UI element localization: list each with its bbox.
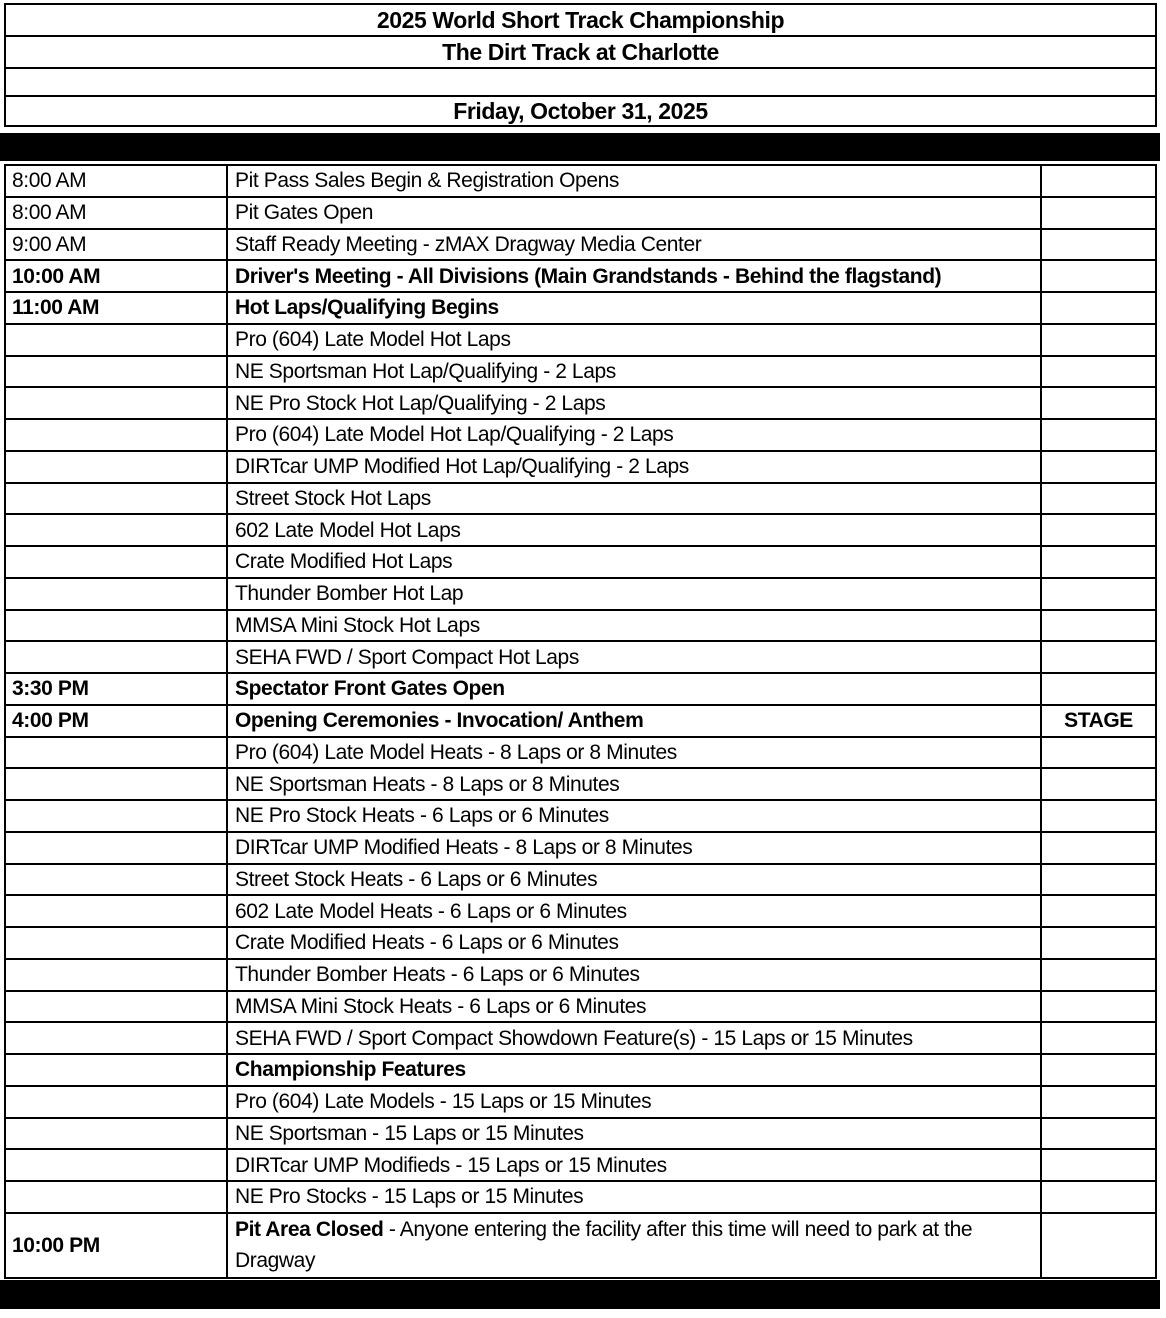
location-cell [1042,420,1155,450]
location-cell [1042,801,1155,831]
event-cell: Pit Area Closed - Anyone entering the facility after this time will need to park at the Dragway [228,1214,1042,1277]
time-cell [6,357,228,387]
location-cell [1042,769,1155,799]
table-row [6,452,1155,484]
location-cell [1042,166,1155,196]
event-cell: MMSA Mini Stock Hot Laps [228,611,1042,641]
location-cell [1042,261,1155,291]
table-row [6,1182,1155,1214]
event-cell: Pit Pass Sales Begin & Registration Opens [228,166,1042,196]
time-cell: 4:00 PM [6,706,228,736]
location-cell [1042,484,1155,514]
time-cell [6,1182,228,1212]
event-cell: Opening Ceremonies - Invocation/ Anthem [228,706,1042,736]
time-cell [6,738,228,768]
event-cell: NE Sportsman - 15 Laps or 15 Minutes [228,1119,1042,1149]
time-cell [6,992,228,1022]
time-cell [6,801,228,831]
table-row [6,992,1155,1024]
location-cell [1042,325,1155,355]
table-row [6,579,1155,611]
location-cell [1042,1150,1155,1180]
event-cell: Spectator Front Gates Open [228,674,1042,704]
table-row [6,642,1155,674]
event-date: Friday, October 31, 2025 [6,95,1155,125]
time-cell: 10:00 PM [6,1214,228,1277]
event-cell: Pro (604) Late Models - 15 Laps or 15 Minutes [228,1087,1042,1117]
location-cell [1042,992,1155,1022]
event-cell: Street Stock Hot Laps [228,484,1042,514]
table-row [6,1055,1155,1087]
schedule-table [4,164,1157,1279]
table-row [6,833,1155,865]
location-cell [1042,198,1155,228]
event-cell: Pro (604) Late Model Heats - 8 Laps or 8 Minutes [228,738,1042,768]
time-cell [6,547,228,577]
location-cell [1042,642,1155,672]
location-cell [1042,1023,1155,1053]
event-cell: NE Sportsman Heats - 8 Laps or 8 Minutes [228,769,1042,799]
event-cell: Pro (604) Late Model Hot Laps [228,325,1042,355]
time-cell [6,1119,228,1149]
page-title: 2025 World Short Track Championship [376,6,785,33]
location-cell [1042,960,1155,990]
location-cell [1042,896,1155,926]
time-cell [6,1087,228,1117]
event-cell: NE Pro Stock Heats - 6 Laps or 6 Minutes [228,801,1042,831]
time-cell [6,642,228,672]
event-cell: NE Pro Stock Hot Lap/Qualifying - 2 Laps [228,388,1042,418]
table-row [6,1214,1155,1277]
table-row [6,865,1155,897]
event-cell: SEHA FWD / Sport Compact Showdown Feature(s) - 15 Laps or 15 Minutes [228,1023,1042,1053]
event-cell: Street Stock Heats - 6 Laps or 6 Minutes [228,865,1042,895]
table-row [6,769,1155,801]
location-cell [1042,293,1155,323]
location-cell [1042,1182,1155,1212]
event-cell: Crate Modified Heats - 6 Laps or 6 Minutes [228,928,1042,958]
table-row [6,1150,1155,1182]
table-row [6,801,1155,833]
table-row [6,611,1155,643]
table-row [6,896,1155,928]
event-cell: Crate Modified Hot Laps [228,547,1042,577]
table-row [6,261,1155,293]
time-cell: 9:00 AM [6,230,228,260]
table-row [6,357,1155,389]
table-row [6,1087,1155,1119]
divider-band-top [0,133,1160,161]
location-cell [1042,388,1155,418]
table-row [6,706,1155,738]
location-cell [1042,1087,1155,1117]
event-cell: Hot Laps/Qualifying Begins [228,293,1042,323]
location-cell [1042,611,1155,641]
time-cell: 11:00 AM [6,293,228,323]
event-cell: Pit Gates Open [228,198,1042,228]
table-row [6,484,1155,516]
venue-title: The Dirt Track at Charlotte [6,35,1155,67]
table-row [6,547,1155,579]
location-cell [1042,357,1155,387]
event-cell: DIRTcar UMP Modified Hot Lap/Qualifying - 2 Laps [228,452,1042,482]
location-cell [1042,1119,1155,1149]
location-cell [1042,1055,1155,1085]
location-cell [1042,833,1155,863]
location-cell: STAGE [1064,709,1133,733]
spacer-row [6,67,1155,95]
event-cell: Staff Ready Meeting - zMAX Dragway Media Center [228,230,1042,260]
time-cell [6,865,228,895]
location-cell [1042,230,1155,260]
event-cell: Driver's Meeting - All Divisions (Main Grandstands - Behind the flagstand) [228,261,1042,291]
table-row [6,198,1155,230]
event-cell: MMSA Mini Stock Heats - 6 Laps or 6 Minutes [228,992,1042,1022]
location-cell [1042,579,1155,609]
time-cell: 8:00 AM [6,166,228,196]
table-row [6,1023,1155,1055]
table-row [6,325,1155,357]
time-cell [6,833,228,863]
event-cell: DIRTcar UMP Modified Heats - 8 Laps or 8 Minutes [228,833,1042,863]
time-cell [6,1055,228,1085]
table-row [6,928,1155,960]
event-cell: NE Sportsman Hot Lap/Qualifying - 2 Laps [228,357,1042,387]
event-cell: Thunder Bomber Heats - 6 Laps or 6 Minutes [228,960,1042,990]
event-cell: SEHA FWD / Sport Compact Hot Laps [228,642,1042,672]
time-cell: 10:00 AM [6,261,228,291]
location-cell [1042,738,1155,768]
divider-band-bottom [0,1280,1160,1309]
time-cell [6,928,228,958]
location-cell [1042,547,1155,577]
table-row [6,293,1155,325]
location-cell [1042,515,1155,545]
location-cell [1042,865,1155,895]
time-cell [6,960,228,990]
table-row [6,738,1155,770]
time-cell [6,611,228,641]
event-cell: 602 Late Model Hot Laps [228,515,1042,545]
event-cell: Pro (604) Late Model Hot Lap/Qualifying - 2 Laps [228,420,1042,450]
time-cell [6,579,228,609]
time-cell [6,769,228,799]
location-cell [1042,674,1155,704]
event-cell: 602 Late Model Heats - 6 Laps or 6 Minutes [228,896,1042,926]
table-row [6,674,1155,706]
table-row [6,1119,1155,1151]
time-cell: 8:00 AM [6,198,228,228]
event-cell: Championship Features [228,1055,1042,1085]
time-cell [6,452,228,482]
table-row [6,960,1155,992]
header-table [4,3,1157,127]
time-cell: 3:30 PM [6,674,228,704]
table-row [6,420,1155,452]
time-cell [6,515,228,545]
location-cell [1042,928,1155,958]
table-row [6,230,1155,262]
event-cell: Thunder Bomber Hot Lap [228,579,1042,609]
time-cell [6,388,228,418]
time-cell [6,420,228,450]
time-cell [6,484,228,514]
time-cell [6,896,228,926]
event-cell: DIRTcar UMP Modifieds - 15 Laps or 15 Minutes [228,1150,1042,1180]
location-cell [1042,452,1155,482]
event-cell: NE Pro Stocks - 15 Laps or 15 Minutes [228,1182,1042,1212]
table-row [6,515,1155,547]
time-cell [6,325,228,355]
location-cell [1042,1214,1155,1277]
time-cell [6,1023,228,1053]
table-row [6,388,1155,420]
time-cell [6,1150,228,1180]
table-row [6,166,1155,198]
